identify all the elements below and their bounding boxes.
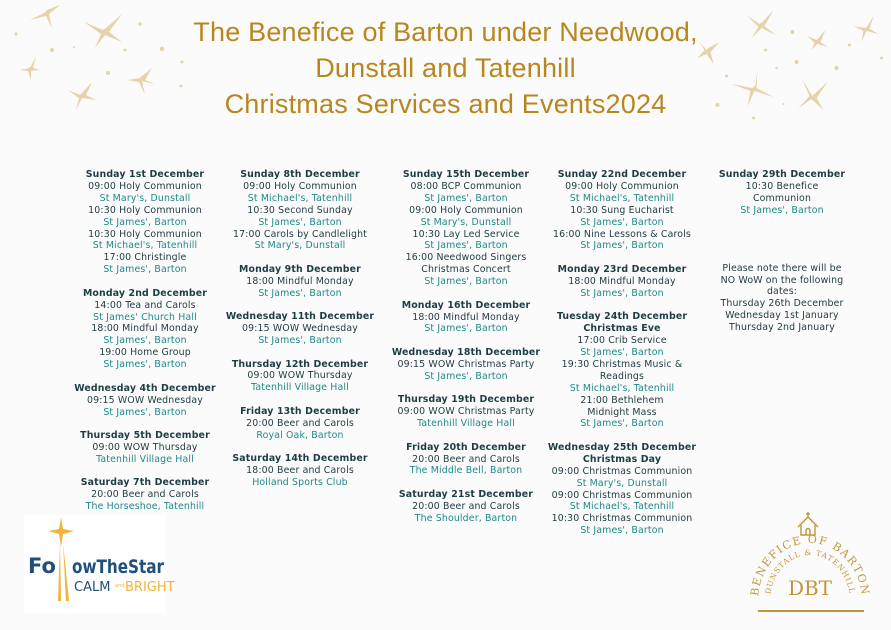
service-name: 09:00 Christmas Communion (551, 489, 693, 501)
day-heading: Sunday 15th December (402, 169, 530, 180)
title-line-2: Dunstall and Tatenhill (315, 53, 576, 83)
day-block (62, 383, 228, 419)
service-name: 20:00 Beer and Carols (412, 500, 520, 512)
day-heading: Thursday 19th December (397, 394, 535, 406)
note-line: dates: (766, 286, 798, 298)
service-location: St James', Barton (424, 276, 508, 288)
day-block (224, 453, 376, 489)
service-location: St James', Barton (424, 240, 508, 252)
note-line: Thursday 26th December (720, 298, 844, 310)
benefice-of-barton-logo (740, 505, 880, 620)
service-location: The Shoulder, Barton (414, 512, 518, 524)
day-block (540, 311, 704, 430)
svg-text:owTheStar: owTheStar (72, 556, 165, 578)
service-name: 18:00 Mindful Monday (412, 311, 520, 323)
service-location: St James', Barton (258, 216, 342, 228)
service-location: St Michael's, Tatenhill (569, 192, 675, 204)
day-block (62, 288, 228, 371)
service-name: 09:00 WOW Christmas Party (397, 406, 535, 418)
service-location: St Mary's, Dunstall (420, 216, 512, 228)
service-name: 10:30 Second Sunday (247, 204, 353, 216)
church-icon (798, 512, 818, 535)
service-name: 09:00 Holy Communion (409, 204, 523, 216)
service-location: St Michael's, Tatenhill (92, 240, 198, 252)
service-name-cont: Readings (599, 370, 645, 382)
service-name: 10:30 Lay Led Service (412, 228, 520, 240)
service-name: 18:00 Mindful Monday (246, 275, 354, 287)
service-name: 09:15 WOW Christmas Party (397, 358, 535, 370)
service-name-cont: Communion (752, 192, 812, 204)
service-location: Tatenhill Village Hall (96, 453, 194, 465)
day-block (386, 347, 546, 383)
service-location: St Michael's, Tatenhill (247, 192, 353, 204)
day-heading: Sunday 29th December (718, 169, 846, 180)
star-icon (24, 515, 175, 613)
day-block (540, 169, 704, 252)
service-name: 10:30 Sung Eucharist (570, 204, 674, 216)
service-location: St Mary's, Dunstall (576, 477, 668, 489)
day-heading: Wednesday 4th December (74, 382, 216, 394)
day-block (62, 477, 228, 513)
service-location: Royal Oak, Barton (256, 429, 344, 441)
service-location: St James', Barton (103, 359, 187, 371)
day-subheading: Christmas Eve (583, 323, 661, 335)
service-location: Holland Sports Club (252, 477, 348, 488)
service-location: St James', Barton (580, 287, 664, 299)
service-name: 10:30 Holy Communion (88, 228, 202, 240)
service-name: 18:00 Mindful Monday (568, 275, 676, 287)
day-block (386, 300, 546, 336)
service-name: 09:00 Christmas Communion (551, 465, 693, 477)
day-block (62, 169, 228, 276)
service-name: 08:00 BCP Communion (410, 180, 522, 192)
day-block (224, 359, 376, 395)
service-location: St Michael's, Tatenhill (569, 382, 675, 394)
service-name: 10:30 Holy Communion (88, 204, 202, 216)
day-block (540, 264, 704, 300)
svg-text:BRIGHT: BRIGHT (125, 580, 175, 595)
day-subheading: Christmas Day (582, 453, 662, 465)
day-heading: Sunday 1st December (85, 169, 205, 180)
service-location: St Mary's, Dunstall (254, 240, 346, 252)
day-block (224, 311, 376, 347)
service-location: St James', Barton (580, 525, 664, 537)
service-location: St James', Barton (103, 335, 187, 347)
service-name: 17:00 Crib Service (577, 335, 667, 347)
service-name: 16:00 Nine Lessons & Carols (553, 228, 691, 240)
day-heading: Wednesday 18th December (391, 346, 541, 358)
service-name: 09:15 WOW Wednesday (241, 323, 359, 335)
service-location: St James', Barton (424, 323, 508, 335)
title-line-3: Christmas Services and Events2024 (224, 89, 667, 119)
day-block (224, 169, 376, 252)
service-location: St James', Barton (740, 204, 824, 216)
day-block (386, 442, 546, 478)
service-name: 14:00 Tea and Carols (94, 299, 196, 311)
service-location: St James' Church Hall (93, 311, 197, 323)
service-location: St James', Barton (103, 406, 187, 418)
service-location: St James', Barton (580, 240, 664, 252)
service-name: 09:00 WOW Thursday (92, 441, 198, 453)
schedule-column-3 (386, 169, 546, 536)
svg-text:DUNSTALL & TATENHILL: DUNSTALL & TATENHILL (763, 547, 857, 595)
monogram: DBT (787, 576, 833, 600)
service-location: St James', Barton (103, 264, 187, 276)
day-heading: Monday 2nd December (82, 287, 208, 299)
day-heading: Thursday 5th December (80, 430, 210, 441)
svg-text:CALM: CALM (74, 580, 111, 595)
service-location: St James', Barton (258, 287, 342, 299)
day-block (224, 264, 376, 300)
note-line: Please note there will be (722, 262, 842, 274)
follow-the-star-logo (24, 515, 175, 613)
schedule-column-1 (62, 169, 228, 525)
note-line: NO WoW on the following (720, 274, 844, 286)
service-name-cont: Christmas Concert (421, 264, 511, 276)
service-name: 09:00 Holy Communion (243, 180, 357, 192)
service-name: 16:00 Needwood Singers (405, 252, 527, 264)
service-name: 19:30 Christmas Music & (561, 358, 683, 370)
page-title (0, 14, 891, 122)
day-block (386, 489, 546, 525)
service-name: 17:00 Christingle (103, 252, 187, 264)
service-location: St James', Barton (580, 346, 664, 358)
day-heading: Saturday 21st December (398, 488, 534, 500)
day-block (712, 169, 852, 217)
day-block (224, 406, 376, 442)
schedule-column-4 (540, 169, 704, 549)
svg-text:Fo: Fo (28, 554, 56, 578)
service-location: The Horseshoe, Tatenhill (85, 501, 205, 513)
schedule-column-5 (712, 169, 852, 334)
service-name-cont: Midnight Mass (587, 406, 657, 418)
service-name: 20:00 Beer and Carols (91, 489, 199, 501)
svg-text:BENEFICE OF BARTON: BENEFICE OF BARTON (748, 532, 872, 597)
service-name: 18:00 Beer and Carols (246, 465, 354, 477)
day-heading: Monday 16th December (401, 299, 531, 311)
day-heading: Tuesday 24th December (556, 311, 688, 323)
service-location: St James', Barton (580, 216, 664, 228)
service-name: 10:30 Benefice (745, 180, 819, 192)
day-heading: Sunday 8th December (240, 169, 360, 180)
service-name: 20:00 Beer and Carols (246, 417, 354, 429)
service-location: The Middle Bell, Barton (409, 465, 523, 477)
day-heading: Saturday 7th December (80, 477, 210, 489)
service-location: St James', Barton (258, 335, 342, 347)
service-name: 09:00 Holy Communion (565, 180, 679, 192)
service-name: 18:00 Mindful Monday (91, 323, 199, 335)
service-name: 17:00 Carols by Candlelight (232, 228, 367, 240)
day-heading: Friday 20th December (406, 441, 526, 453)
no-wow-note (712, 263, 852, 334)
day-block (386, 169, 546, 288)
day-heading: Saturday 14th December (232, 453, 368, 465)
schedule-column-2 (224, 169, 376, 501)
service-name: 21:00 Bethlehem (580, 394, 664, 406)
service-name: 20:00 Beer and Carols (412, 453, 520, 465)
day-heading: Thursday 12th December (231, 358, 369, 370)
note-line: Thursday 2nd January (729, 322, 835, 334)
title-line-1: The Benefice of Barton under Needwood, (193, 17, 698, 47)
service-name: 09:15 WOW Wednesday (86, 394, 204, 406)
service-location: St James', Barton (103, 216, 187, 228)
note-line: Wednesday 1st January (725, 310, 839, 322)
day-heading: Sunday 22nd December (557, 169, 687, 180)
day-heading: Wednesday 11th December (225, 311, 375, 323)
service-name: 09:00 WOW Thursday (247, 370, 353, 382)
service-location: St Mary's, Dunstall (99, 192, 191, 204)
service-location: St James', Barton (424, 192, 508, 204)
service-name: 09:00 Holy Communion (88, 180, 202, 192)
day-block (386, 394, 546, 430)
service-location: St James', Barton (580, 418, 664, 430)
day-block (62, 430, 228, 466)
service-location: St Michael's, Tatenhill (569, 501, 675, 513)
service-location: Tatenhill Village Hall (417, 418, 515, 430)
service-name: 19:00 Home Group (99, 347, 191, 359)
day-block (540, 442, 704, 537)
svg-text:and: and (115, 583, 125, 589)
service-location: St James', Barton (424, 370, 508, 382)
service-name: 10:30 Christmas Communion (551, 513, 693, 525)
day-heading: Wednesday 25th December (547, 441, 697, 453)
day-heading: Friday 13th December (240, 405, 360, 417)
day-heading: Monday 23rd December (557, 263, 687, 275)
service-location: Tatenhill Village Hall (251, 382, 349, 394)
day-heading: Monday 9th December (239, 263, 361, 275)
